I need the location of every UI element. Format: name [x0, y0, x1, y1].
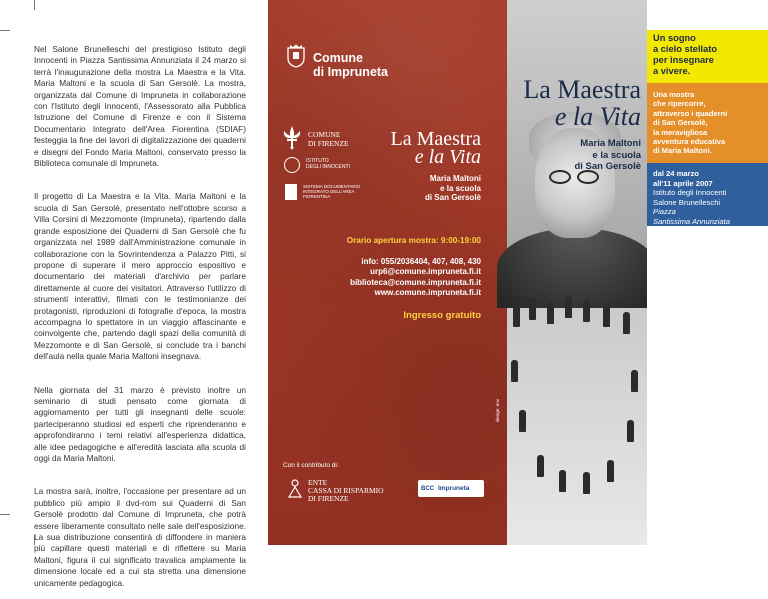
child-figure — [513, 305, 520, 327]
cover-title-line-2: e la Vita — [554, 102, 641, 131]
child-figure — [511, 360, 518, 382]
paragraph-inauguration: Nel Salone Brunelleschi del prestigioso Istituto degli Innocenti in Piazza Santissima Annunziata il 24 marzo si terrà l'inaugurazione della mostra La Maestra e la Vita. Maria Maltoni e la scuola di San Gersolè. La mostra, organizzata dal Comune di Impruneta in collaborazione con l'Istituto degli Innocenti, l'Assessorato alla Pubblica Istruzione del Comune di Firenze e con il Sistema Documentario Integrato dell'Area Fiorentina (SDIAF) festeggia la fine dei lavori di digitalizzazione dei quaderni e disegni del Fondo Maria Maltoni, conservato presso la Biblioteca comunale di Impruneta. — [34, 44, 246, 169]
contact-info — [350, 257, 481, 299]
free-entry-label: Ingresso gratuito — [403, 310, 481, 321]
cover-sub-line-2: e la scuola — [592, 149, 641, 161]
red-info-panel — [268, 0, 507, 545]
description-line-3: attraverso i quaderni — [653, 108, 728, 118]
sponsor-heading: Con il contributo di: — [283, 462, 339, 469]
website-link[interactable]: www.comune.impruneta.fi.it — [374, 288, 481, 298]
cover-subtitle — [507, 138, 647, 173]
date-start: dal 24 marzo — [653, 169, 700, 178]
sdiaf-label: SISTEMA DOCUMENTARIO INTEGRATO DELL'AREA FIORENTINA — [303, 184, 361, 200]
venue-line-1: Istituto degli Innocenti — [653, 188, 727, 197]
body-text-column — [34, 44, 246, 599]
sdiaf-logo-icon — [285, 184, 297, 200]
child-figure — [583, 300, 590, 322]
date-place-box — [647, 163, 768, 235]
child-figure — [627, 420, 634, 442]
date-end: all'11 aprile 2007 — [653, 178, 713, 188]
paragraph-dvd: La mostra sarà, inoltre, l'occasione per presentare ad un pubblico più ampio il dvd-rom sui Quaderni di San Gersolè prodotto dal Comune di Impruneta, che potrà essere liberamente consultato nelle sale dell'esposizione. La sua distribuzione consentirà di diffondere in maniera più capillare questi materiali e di riflettere su Maria Maltoni, figura il cui significato travalica ampiamente la dimensione locale ed a cui sta stretta una dimensione unicamente pedagogica. — [34, 486, 246, 588]
bcc-name: Impruneta — [438, 485, 470, 492]
cover-sub-line-3: di San Gersolè — [574, 161, 641, 172]
tagline-line-2: a cielo stellato — [653, 44, 718, 54]
fleur-de-lis-icon — [280, 125, 304, 151]
innocenti-line-1: ISTITUTO — [306, 158, 329, 164]
design-credit: design: noo — [495, 398, 500, 422]
child-figure — [603, 305, 610, 327]
istituto-innocenti-logo-icon — [284, 157, 300, 173]
child-figure — [547, 302, 554, 324]
firenze-line-2: DI FIRENZE — [308, 139, 349, 148]
phone-numbers: info: 055/2036404, 407, 408, 430 — [361, 257, 481, 266]
paragraph-project: Il progetto di La Maestra e la Vita. Maria Maltoni e la scuola di San Gersolè, presentato nell'ottobre scorso a Villa Corsini di Mezzomonte (Impruneta), ripartendo dalla grande esposizione dei Quaderni di San Gersolè che fu organizzata nel 1989 dall'Amministrazione comunale in collaborazione con la Sovrintendenza a Palazzo Pitti, si propone di superare il mero approccio espositivo e documentario dei materiali d'archivio per parlare direttamente al cuore dei visitatori. Attraverso l'utilizzo di strumenti interattivi, filmati con le testimonianze dei protagonisti, riproduzioni di fotografie d'epoca, la mostra accompagna lo spettatore in un viaggio affascinante e coinvolgente che, partendo dagli spazi della comunità di Mezzomonte e di San Gersolè, si conclude tra i banchi dell'aula nella quale Maria Maltoni insegnava. — [34, 191, 246, 362]
crop-mark — [0, 514, 10, 515]
crop-mark — [0, 30, 10, 31]
red-title-line-2: e la Vita — [414, 146, 481, 168]
tagline-line-1: Un sogno — [653, 33, 696, 43]
tagline-box — [647, 30, 768, 83]
child-figure — [519, 410, 526, 432]
child-figure — [623, 312, 630, 334]
comune-line-1: Comune — [313, 51, 363, 65]
cover-title-line-1: La Maestra — [523, 75, 641, 104]
venue-line-2: Salone Brunelleschi — [653, 197, 721, 207]
istituto-innocenti-label — [306, 158, 350, 170]
child-figure — [583, 472, 590, 494]
child-figure — [631, 370, 638, 392]
cassa-line-1: ENTE — [308, 478, 328, 487]
description-line-1: Una mostra — [653, 90, 695, 99]
cassa-risparmio-logo-icon — [286, 478, 304, 498]
child-figure — [529, 298, 536, 320]
description-line-5: la meravigliosa — [653, 127, 708, 137]
bcc-mark-icon: BCC — [421, 485, 434, 492]
cassa-line-3: DI FIRENZE — [308, 494, 349, 504]
crop-mark — [34, 0, 35, 10]
email-biblioteca-link[interactable]: biblioteca@comune.impruneta.fi.it — [350, 277, 481, 287]
description-line-2: che ripercorre, — [653, 99, 706, 109]
child-figure — [565, 296, 572, 318]
description-line-6: avventura educativa — [653, 137, 726, 147]
cassa-line-2: CASSA DI RISPARMIO — [308, 486, 384, 496]
red-title-line-1: La Maestra — [390, 128, 481, 150]
cassa-risparmio-label — [308, 479, 384, 504]
opening-hours: Orario apertura mostra: 9:00-19:00 — [346, 236, 481, 245]
paragraph-seminar: Nella giornata del 31 marzo è previsto inoltre un seminario di studi pensato come giornata di aggiornamento per tutti gli insegnanti delle scuole: parteciperanno studiosi ed esperti che riprenderanno e approfondiranno i temi relativi all'esperienza didattica, alle idee pedagogiche e all'eredità lasciata alla scuola di oggi da Maria Maltoni. — [34, 384, 246, 463]
child-figure — [559, 470, 566, 492]
child-figure — [607, 460, 614, 482]
email-urp-link[interactable]: urp6@comune.impruneta.fi.it — [370, 267, 481, 277]
firenze-line-1: COMUNE — [308, 130, 341, 139]
venue-line-3: Piazza — [653, 207, 676, 216]
child-figure — [537, 455, 544, 477]
teacher-shoulders — [497, 228, 657, 308]
tagline-line-3: per insegnare — [653, 55, 714, 65]
cover-sub-line-1: Maria Maltoni — [580, 138, 641, 149]
comune-impruneta-title — [313, 51, 388, 79]
red-sub-line-2: e la scuola — [440, 183, 481, 193]
innocenti-line-2: DEGLI INNOCENTI — [306, 164, 350, 170]
description-line-7: di Maria Maltoni. — [653, 146, 712, 156]
venue-city: Firenze — [653, 226, 680, 235]
red-sub-line-3: di San Gersolè — [424, 193, 481, 202]
description-line-4: di San Gersolè, — [653, 118, 708, 128]
red-sub-line-1: Maria Maltoni — [429, 174, 481, 183]
comune-firenze-label — [308, 130, 349, 148]
comune-line-2: di Impruneta — [313, 65, 389, 79]
description-box — [647, 83, 768, 163]
bcc-impruneta-logo — [418, 480, 484, 497]
impruneta-crest-icon — [286, 44, 306, 68]
tagline-line-4: a vivere. — [653, 66, 691, 76]
venue-line-4: Santissima Annunziata — [653, 216, 730, 226]
info-color-column — [647, 0, 768, 545]
red-subtitle — [425, 174, 481, 203]
